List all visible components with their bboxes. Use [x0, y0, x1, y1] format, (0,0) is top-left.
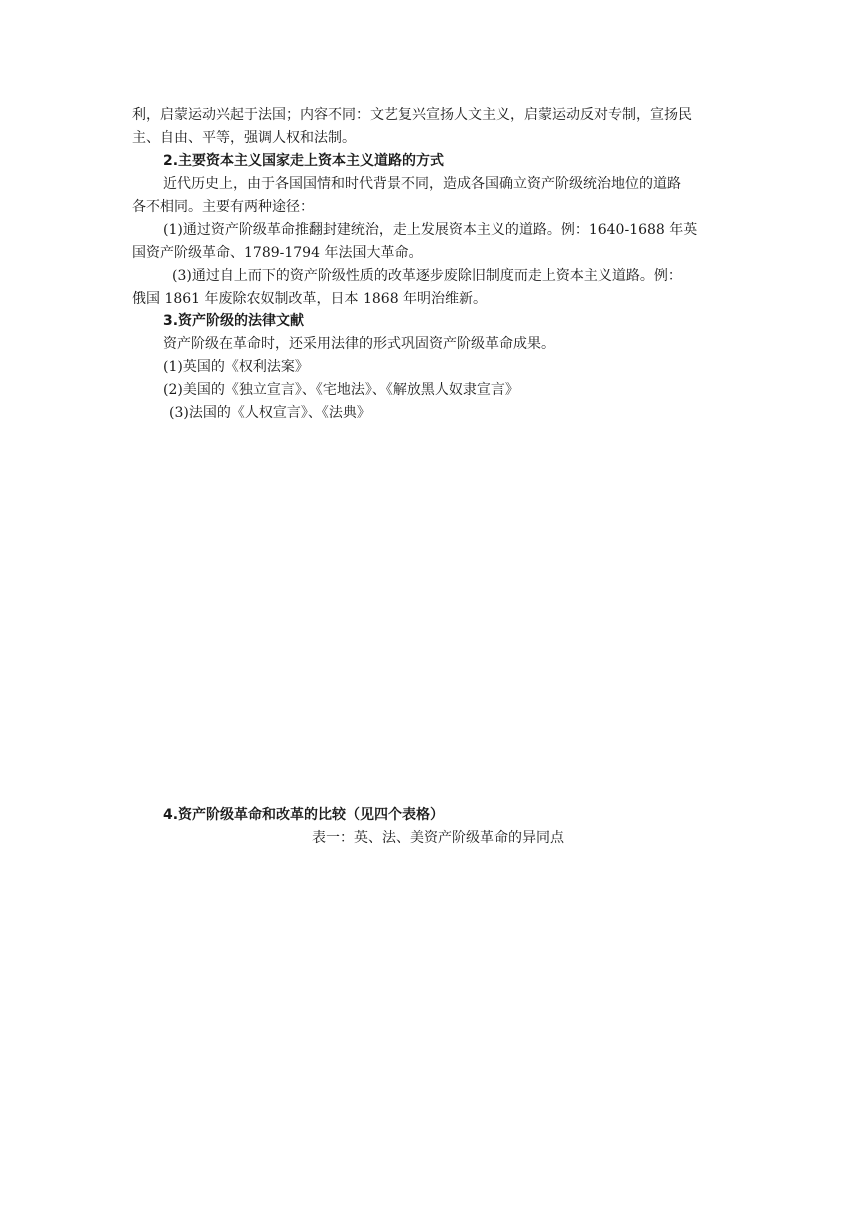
paragraph-line: 利，启蒙运动兴起于法国；内容不同：文艺复兴宣扬人文主义，启蒙运动反对专制，宣扬民: [132, 107, 692, 123]
list-item: (1)英国的《权利法案》: [163, 359, 309, 375]
paragraph-line: 各不相同。主要有两种途径：: [132, 199, 314, 215]
section-heading: 4.资产阶级革命和改革的比较（见四个表格）: [163, 807, 445, 823]
paragraph-line: 近代历史上，由于各国国情和时代背景不同，造成各国确立资产阶级统治地位的道路: [163, 176, 681, 192]
section-heading: 2.主要资本主义国家走上资本主义道路的方式: [163, 153, 445, 169]
list-item: (3)通过自上而下的资产阶级性质的改革逐步废除旧制度而走上资本主义道路。例：: [172, 268, 682, 284]
table-caption: 表一：英、法、美资产阶级革命的异同点: [312, 830, 564, 846]
list-item-continued: 俄国 1861 年废除农奴制改革，日本 1868 年明治维新。: [132, 291, 488, 307]
section-heading: 3.资产阶级的法律文献: [163, 313, 305, 329]
paragraph-line: 主、自由、平等，强调人权和法制。: [132, 130, 356, 146]
paragraph-line: 资产阶级在革命时，还采用法律的形式巩固资产阶级革命成果。: [163, 336, 555, 352]
list-item: (3)法国的《人权宣言》、《法典》: [169, 405, 371, 421]
list-item-continued: 国资产阶级革命、1789-1794 年法国大革命。: [132, 245, 423, 261]
list-item: (2)美国的《独立宣言》、《宅地法》、《解放黑人奴隶宣言》: [163, 382, 519, 398]
list-item: (1)通过资产阶级革命推翻封建统治，走上发展资本主义的道路。例：1640-1688 年英: [163, 222, 698, 238]
